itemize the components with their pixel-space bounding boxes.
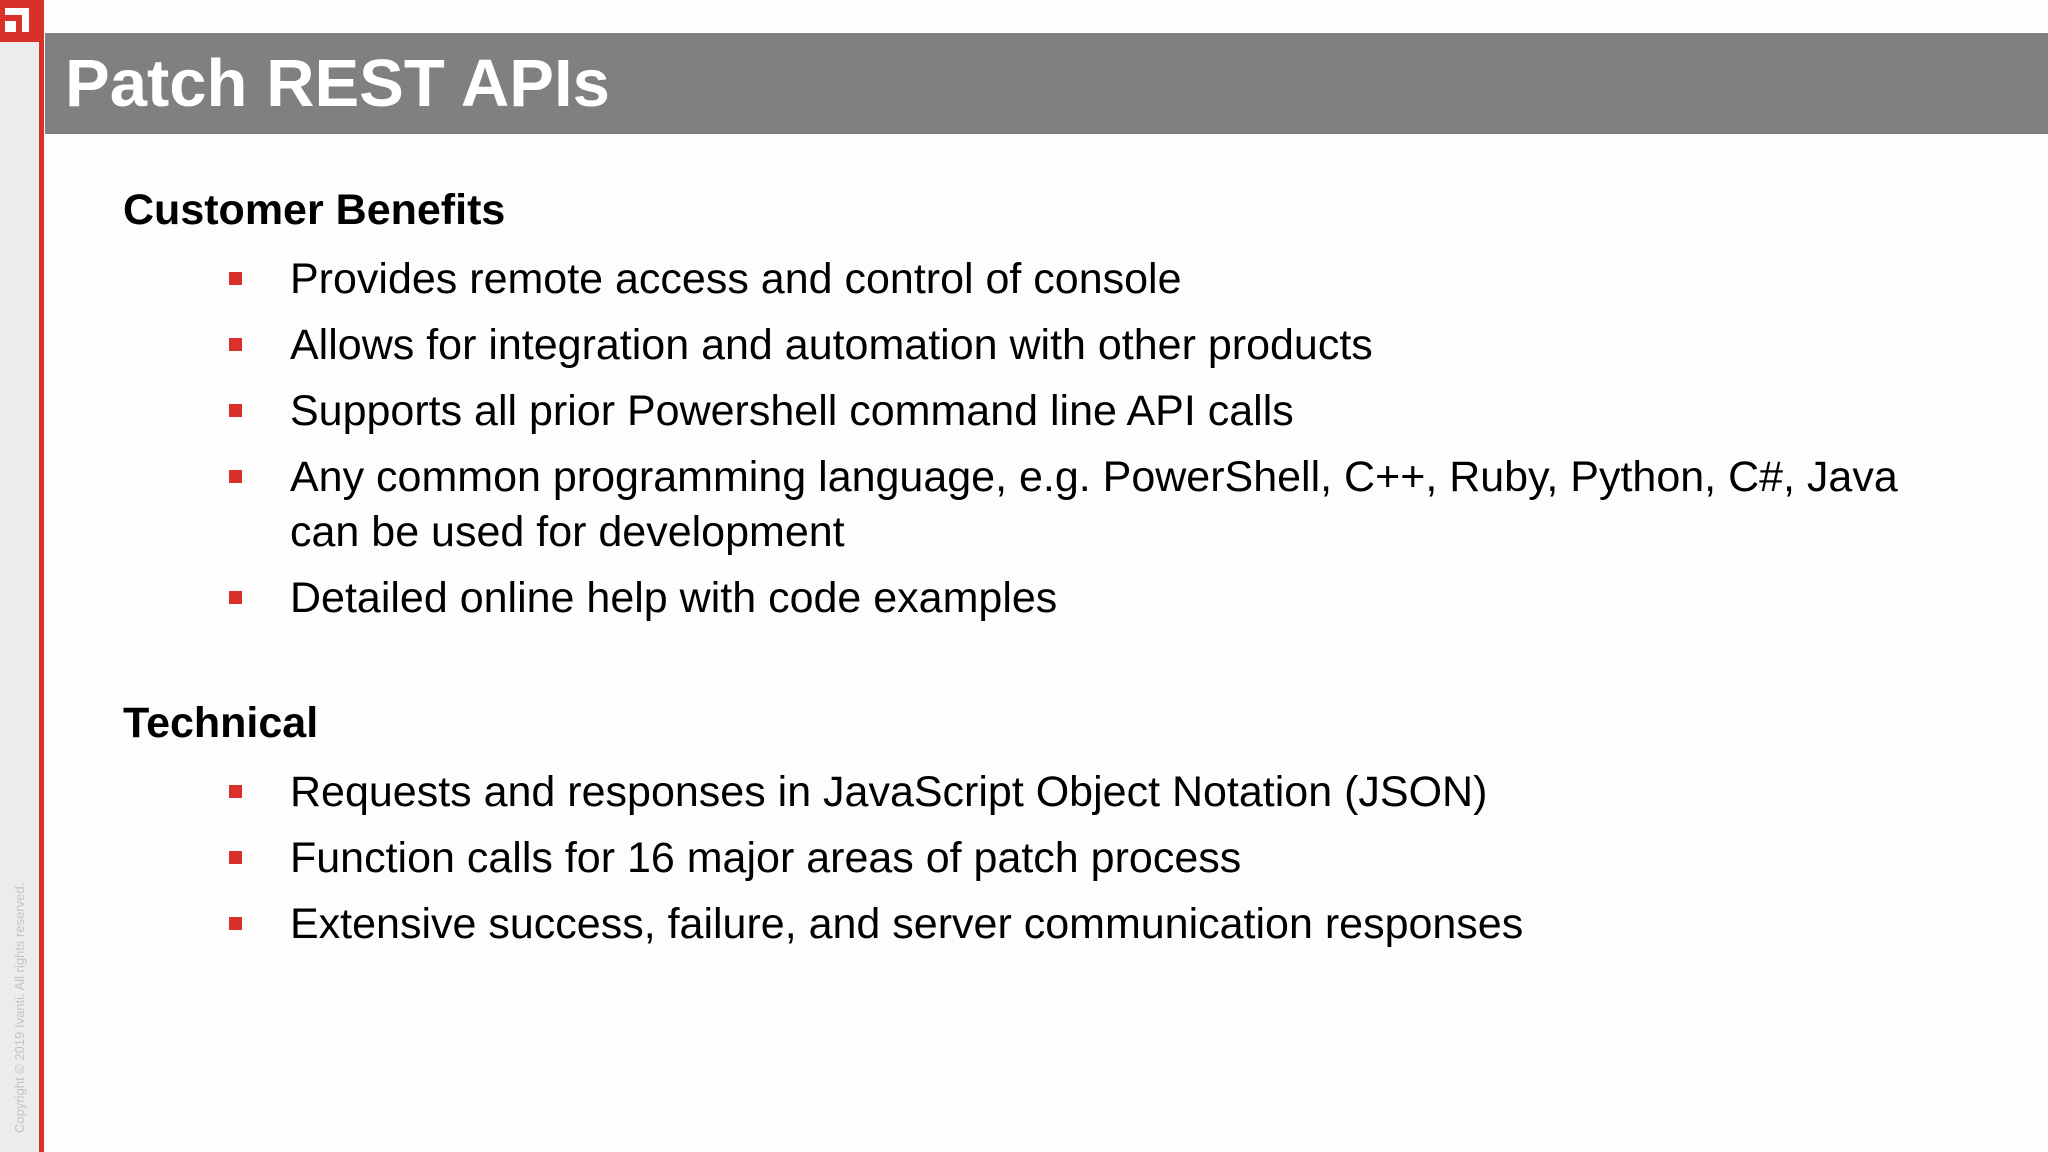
bullet-square-icon — [229, 338, 242, 351]
bullet-item — [229, 571, 1970, 626]
bullet-item — [229, 450, 1970, 560]
bullet-square-icon — [229, 851, 242, 864]
bullet-item — [229, 831, 1970, 886]
bullet-item — [229, 384, 1970, 439]
title-bar — [45, 33, 2048, 134]
bullet-item — [229, 252, 1970, 307]
slide-title: Patch REST APIs — [65, 46, 610, 121]
left-accent-rule — [39, 0, 44, 1152]
bullet-text: Supports all prior Powershell command line API calls — [290, 387, 1294, 435]
bullet-text: Function calls for 16 major areas of patch process — [290, 834, 1242, 882]
section-heading-customer-benefits: Customer Benefits — [123, 186, 506, 234]
bullet-square-icon — [229, 591, 242, 604]
ivanti-logo-mark — [5, 8, 29, 32]
bullet-text: Provides remote access and control of console — [290, 255, 1182, 303]
bullet-text: Allows for integration and automation with other products — [290, 321, 1373, 369]
bullet-item — [229, 765, 1970, 820]
bullet-text: Extensive success, failure, and server communication responses — [290, 900, 1524, 948]
copyright-notice: Copyright © 2019 Ivanti. All rights reserved. — [12, 882, 27, 1133]
bullet-square-icon — [229, 404, 242, 417]
bullet-item — [229, 318, 1970, 373]
ivanti-logo-icon — [0, 0, 42, 42]
bullet-text: Requests and responses in JavaScript Object Notation (JSON) — [290, 768, 1488, 816]
bullet-text: Detailed online help with code examples — [290, 574, 1058, 622]
technical-list — [229, 765, 1970, 963]
bullet-square-icon — [229, 785, 242, 798]
section-heading-technical: Technical — [123, 699, 319, 747]
bullet-item — [229, 897, 1970, 952]
bullet-text: Any common programming language, e.g. PowerShell, C++, Ruby, Python, C#, Java can be used for development — [290, 453, 1898, 556]
customer-benefits-list — [229, 252, 1970, 637]
bullet-square-icon — [229, 470, 242, 483]
bullet-square-icon — [229, 917, 242, 930]
bullet-square-icon — [229, 272, 242, 285]
